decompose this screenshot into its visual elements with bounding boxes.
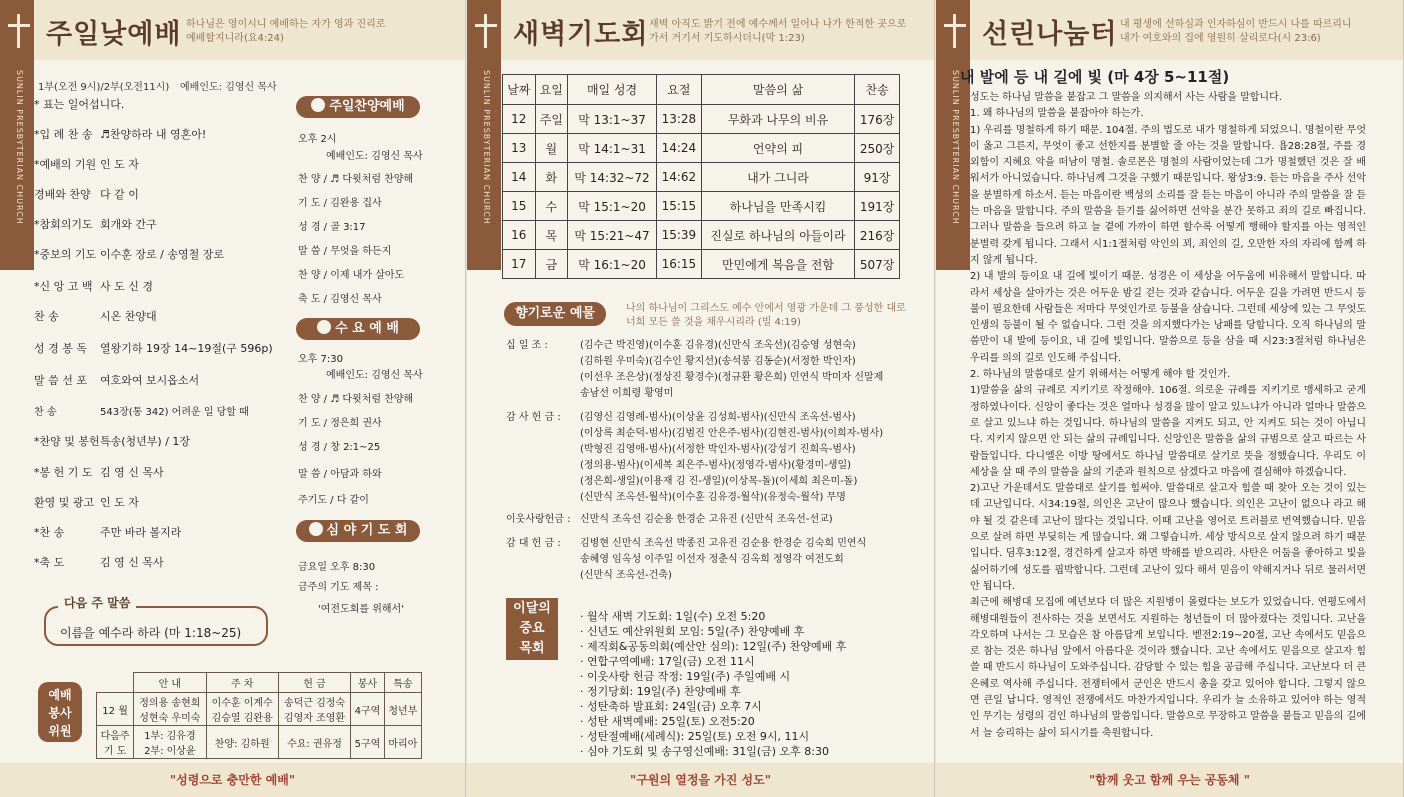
table-cell: 176장	[855, 105, 900, 134]
offering-names: 신만식 조옥선 김순용 한경순 고유진 (신만식 조옥선-선교)	[580, 514, 833, 525]
table-cell: 4구역	[351, 693, 385, 726]
offering-names: (이상록 최순덕-범사)(김범진 안은주-범사)(김현진-범사)(이희자-범사)	[580, 428, 884, 439]
table-cell: 막 13:1~37	[568, 105, 657, 134]
order-item-value: 인 도 자	[100, 158, 139, 171]
wednesday-tag	[296, 318, 420, 340]
wednesday-leader: 예배인도: 김영신 목사	[326, 370, 423, 381]
list-item: · 심야 기도회 및 송구영신예배: 31일(금) 오후 8:30	[580, 745, 829, 758]
table-cell: 정의용 송현희 성현숙 우미숙	[134, 693, 206, 726]
offering-names: (정은희-생일)(이용재 김 진-생일)(이상목-돌)(이세희 최은미-돌)	[580, 476, 858, 487]
order-item-value: ♬찬양하라 내 영혼아!	[100, 128, 207, 141]
order-item-value: 다 같 이	[100, 188, 139, 201]
order-item-label: *찬 송	[34, 526, 65, 539]
order-item-label: *중보의 기도	[34, 248, 97, 261]
order-item-value: 특송(청년부) / 1장	[100, 435, 191, 448]
order-item	[34, 186, 139, 202]
table-row-label: 12 월	[97, 693, 134, 726]
wednesday-title: 수 요 예 배	[335, 321, 399, 336]
order-item	[34, 278, 153, 294]
table-cell: 막 14:1~31	[568, 134, 657, 163]
order-item	[34, 433, 190, 449]
table-cell: 언약의 피	[701, 134, 854, 163]
service-leader: 예배인도: 김영신 목사	[180, 82, 277, 93]
order-item	[34, 246, 224, 262]
order-item-label: *축 도	[34, 556, 65, 569]
night-prayer-time: 금요일 오후 8:30	[298, 562, 376, 573]
table-cell: 막 15:1~20	[568, 192, 657, 221]
sunday-praise-item: 찬 양 / 이제 내가 살아도	[298, 270, 405, 281]
sunday-praise-leader: 예배인도: 김영신 목사	[326, 151, 423, 162]
order-item-value: 주만 바라 볼지라	[100, 526, 182, 539]
table-cell: 507장	[855, 250, 900, 279]
footer-motto: "함께 웃고 함께 우는 공동체 "	[936, 763, 1403, 797]
side-text: SUNLIN PRESBYTERIAN CHURCH	[482, 70, 491, 225]
article-title: 내 발에 등 내 길에 빛 (마 4장 5~11절)	[960, 68, 1230, 86]
order-item	[34, 494, 139, 510]
table-header: 특송	[384, 673, 421, 693]
list-item: · 이웃사랑 헌금 작정: 19일(주) 주일예배 시	[580, 670, 791, 683]
side-text: SUNLIN PRESBYTERIAN CHURCH	[951, 70, 960, 225]
table-cell: 15	[503, 192, 536, 221]
order-item-label: 성 경 봉 독	[34, 342, 87, 355]
list-item: · 제직회&공동의회(예산안 심의): 12일(주) 찬양예배 후	[580, 640, 847, 653]
next-sermon-value: 이름을 예수라 하라 (마 1:18~25)	[60, 626, 242, 640]
table-cell: 이수훈 이계수 김승열 김완용	[206, 693, 278, 726]
order-item-value: 이수훈 장로 / 송영철 장로	[100, 248, 224, 261]
dawn-prayer-table	[502, 74, 900, 279]
table-corner	[97, 673, 134, 693]
table-header: 날짜	[503, 75, 536, 105]
wednesday-item: 기 도 / 정은희 권사	[298, 418, 382, 429]
sunday-praise-tag	[296, 96, 420, 118]
order-item-value: 여호와여 보시옵소서	[100, 374, 200, 387]
table-header: 매일 성경	[568, 75, 657, 105]
volunteer-table	[96, 672, 422, 759]
table-cell: 250장	[855, 134, 900, 163]
offering-group-label: 십 일 조 :	[506, 340, 548, 351]
order-item	[34, 554, 164, 570]
list-item: · 신년도 예산위원회 모임: 5일(주) 찬양예배 후	[580, 625, 805, 638]
offering-names: (정의용-범사)(이세복 최은주-범사)(정영각-범사)(황경미-생일)	[580, 460, 852, 471]
sunday-worship-panel	[0, 0, 466, 797]
table-cell: 만민에게 복음을 전함	[701, 250, 854, 279]
table-header: 요일	[535, 75, 568, 105]
table-cell: 무화과 나무의 비유	[701, 105, 854, 134]
order-item	[34, 156, 139, 172]
table-cell: 하나님을 만족시킴	[701, 192, 854, 221]
offering-group-label: 감 대 헌 금 :	[506, 538, 561, 549]
table-row	[503, 105, 900, 134]
table-cell: 막 14:32~72	[568, 163, 657, 192]
table-cell: 12	[503, 105, 536, 134]
page-subtitle: 새벽 아직도 밝기 전에 예수께서 일어나 나가 한적한 곳으로 가서 거기서 기도하시더니(막 1:23)	[649, 19, 907, 44]
list-item: · 월삭 새벽 기도회: 1일(수) 오전 5:20	[580, 610, 766, 623]
table-row	[97, 693, 422, 726]
table-row	[503, 192, 900, 221]
wednesday-item: 말 씀 / 아담과 하와	[298, 469, 382, 480]
bullet-icon	[309, 522, 323, 536]
order-item-value: 김 영 신 목사	[100, 466, 164, 479]
table-cell: 17	[503, 250, 536, 279]
page-subtitle: 하나님은 영이시니 예배하는 자가 영과 진리로 예배할지니라(요4:24)	[186, 19, 386, 44]
offering-names: 송혜영 임옥성 이주일 이선자 정춘식 김옥희 정영각 여전도회	[580, 554, 844, 565]
table-header: 말씀의 삶	[701, 75, 854, 105]
table-row	[503, 163, 900, 192]
table-cell: 화	[535, 163, 568, 192]
bullet-icon	[311, 98, 325, 112]
offering-names: (이선우 조은상)(정상진 황경수)(정규환 황은희) 민연식 박미자 신말제	[580, 372, 884, 383]
order-item-value: 김 영 신 목사	[100, 556, 164, 569]
offering-names: (신만식 조옥선-건축)	[580, 570, 672, 581]
sunday-praise-title: 주일찬양예배	[329, 99, 405, 114]
stand-note: * 표는 일어섭니다.	[34, 98, 125, 111]
next-sermon-label: 다음 주 말씀	[58, 594, 136, 611]
table-cell: 마리아	[384, 726, 421, 759]
offering-group-label: 감 사 헌 금 :	[506, 412, 561, 423]
table-cell: 16:15	[656, 250, 701, 279]
table-cell: 막 16:1~20	[568, 250, 657, 279]
table-header: 주 차	[206, 673, 278, 693]
volunteer-tag: 예배 봉사 위원	[38, 682, 82, 742]
page-title: 새벽기도회	[513, 19, 649, 50]
order-item	[34, 340, 273, 356]
sunday-praise-item: 말 씀 / 무엇을 하든지	[298, 246, 392, 257]
offering-names: 송남선 이희령 황영미	[580, 388, 674, 399]
table-cell: 진실로 하나님의 아들이라	[701, 221, 854, 250]
page-title: 주일낮예배	[46, 19, 182, 50]
table-cell: 14:62	[656, 163, 701, 192]
order-item	[34, 464, 164, 480]
order-item-value: 열왕기하 19장 14~19절(구 596p)	[100, 342, 273, 355]
order-item-value: 시온 찬양대	[100, 310, 157, 323]
table-cell: 15:15	[656, 192, 701, 221]
table-cell: 금	[535, 250, 568, 279]
list-item: · 성탄축하 발표회: 24일(금) 오후 7시	[580, 700, 762, 713]
table-cell: 16	[503, 221, 536, 250]
table-cell: 찬양: 김하원	[206, 726, 278, 759]
cross-icon	[475, 14, 497, 48]
offering-verse: 나의 하나님이 그리스도 예수 안에서 영광 가운데 그 풍성한 대로 너희 모든 쓸 것을 채우시리라 (빌 4:19)	[626, 303, 906, 328]
month-tag: 이달의 중요 목회	[506, 598, 558, 660]
table-cell: 막 15:21~47	[568, 221, 657, 250]
order-item-label: *예배의 기원	[34, 158, 97, 171]
table-cell: 5구역	[351, 726, 385, 759]
offering-names: (박형진 김영애-범사)(서정한 박인자-범사)(강성기 진희옥-범사)	[580, 444, 856, 455]
night-prayer-title: 심 야 기 도 회	[326, 523, 408, 538]
table-cell: 1부: 김유경 2부: 이상윤	[134, 726, 206, 759]
page-subtitle: 내 평생에 선하심과 인자하심이 반드시 나를 따르리니 내가 여호와의 집에 영원히 살리로다(시 23:6)	[1120, 19, 1352, 44]
wednesday-item: 성 경 / 창 2:1~25	[298, 442, 381, 453]
offering-tag: 향기로운 예물	[504, 302, 606, 326]
table-row	[97, 726, 422, 759]
night-prayer-topic-label: 금주의 기도 제목 :	[298, 582, 379, 593]
sunday-praise-time: 오후 2시	[298, 134, 337, 145]
table-header-row	[503, 75, 900, 105]
table-cell: 14	[503, 163, 536, 192]
table-row	[503, 221, 900, 250]
table-cell: 수요: 권유정	[278, 726, 350, 759]
table-cell: 216장	[855, 221, 900, 250]
order-item-value: 543장(통 342) 어려운 일 당할 때	[100, 407, 249, 418]
offering-names: (김하원 우미숙)(김수인 황지선)(송석봉 김동순)(서정한 박인자)	[580, 356, 856, 367]
order-item-label: *참회의기도	[34, 218, 93, 231]
order-item-value: 인 도 자	[100, 496, 139, 509]
table-cell: 91장	[855, 163, 900, 192]
table-row	[503, 250, 900, 279]
sunday-praise-item: 성 경 / 골 3:17	[298, 222, 366, 233]
cross-icon	[944, 14, 966, 48]
sunday-praise-item: 기 도 / 김완용 집사	[298, 198, 382, 209]
cross-icon	[8, 14, 30, 48]
order-item-value: 사 도 신 경	[100, 280, 153, 293]
offering-names: (김영신 김영례-범사)(이상윤 김성희-범사)(신만식 조옥선-범사)	[580, 412, 856, 423]
list-item: · 성탄절예배(세례식): 25일(토) 오전 9시, 11시	[580, 730, 810, 743]
offering-group-label: 이웃사랑헌금 :	[506, 514, 571, 525]
order-item-label: 찬 송	[34, 310, 59, 323]
page-title: 선린나눔터	[982, 19, 1118, 50]
table-cell: 191장	[855, 192, 900, 221]
order-item-label: 경배와 찬양	[34, 188, 91, 201]
table-cell: 14:24	[656, 134, 701, 163]
night-prayer-tag	[296, 520, 420, 542]
offering-names: (김수근 박진영)(이수훈 김유경)(신만식 조옥선)(김승영 성현숙)	[580, 340, 856, 351]
service-time: 1부(오전 9시)/2부(오전11시)	[38, 82, 170, 93]
table-header: 요절	[656, 75, 701, 105]
order-item	[34, 126, 206, 142]
footer-motto: "성령으로 충만한 예배"	[0, 763, 465, 797]
list-item: · 연합구역예배: 17일(금) 오전 11시	[580, 655, 755, 668]
sunday-praise-item: 축 도 / 김영신 목사	[298, 294, 382, 305]
table-cell: 수	[535, 192, 568, 221]
side-bar	[936, 0, 970, 270]
sunday-praise-item: 찬 양 / ♬ 다윗처럼 찬양해	[298, 174, 414, 185]
offering-names: (신만식 조옥선-월삭)(이수훈 김유경-월삭)(유정숙-월삭) 무명	[580, 492, 846, 503]
table-cell: 13:28	[656, 105, 701, 134]
order-item-label: *찬양 및 봉헌	[34, 435, 100, 448]
order-item-label: *신 앙 고 백	[34, 280, 93, 293]
footer-motto: "구원의 열정을 가진 성도"	[467, 763, 934, 797]
list-item: · 정기당회: 19일(주) 찬양예배 후	[580, 685, 741, 698]
table-header: 찬송	[855, 75, 900, 105]
order-item	[34, 216, 157, 232]
table-cell: 송덕근 김정숙 김영자 조영환	[278, 693, 350, 726]
list-item: · 성탄 새벽예배: 25일(토) 오전5:20	[580, 715, 755, 728]
order-item-value: 회개와 간구	[100, 218, 157, 231]
offering-names: 김병현 신만식 조옥선 박종진 고유진 김순용 한경순 김숙희 민연식	[580, 538, 867, 549]
wednesday-item: 찬 양 / ♬ 다윗처럼 찬양해	[298, 394, 414, 405]
order-item	[34, 308, 157, 324]
table-header-row	[97, 673, 422, 693]
order-item	[34, 403, 249, 418]
table-cell: 월	[535, 134, 568, 163]
side-bar	[0, 0, 34, 270]
article-body: 성도는 하나님 말씀을 붙잡고 그 말씀을 의지해서 사는 사람을 말합니다. 1. 왜 하나님의 말씀을 붙잡아야 하는가. 1) 우리를 명철하게 하기 때문. 104절. 주의 법도로 내가 명철하게 되었으니. 명철이란 무엇이 옳고 그른지, 무엇이 좋고 선한지를 분별할 줄 아는 것을 말합니다. 욥28:28절, 주를 경외함이 지혜요 악을 떠남이 명철. 솔로몬은 명철의 사람이었는데 그가 명철했던 것은 잘 배워서가 아니었습니다. 하나님께 그것을 구했기 때문입니다. 왕상3:9. 듣는 마음을 주사 선악을 분별하게 하소서. 듣는 마음이란 백성의 소리를 잘 듣는 마음이 아니라 주의 말씀을 잘 듣는 마음을 말합니다. 주의 말씀을 듣기를 싫어하면 선악을 분간 못하고 죄의 길로 빠집니다. 그러나 말씀을 들으려 하고 늘 곁에 가까이 하면 할수록 어떻게 행해야 할지를 아는 영적인 분별력 갖게 됩니다. 그래서 시1:1절처럼 악인의 꾀, 죄인의 길, 오만한 자의 자리에 함께 하지 않게 됩니다. 2) 내 발의 등이요 내 길에 빛이기 때문. 성경은 이 세상을 어두움에 비유해서 말합니다. 따라서 세상을 살아가는 것은 어두운 밤길 걷는 것과 같습니다. 어두운 길을 가려면 반드시 등불이 필요한데 사람들은 저마다 무엇인가로 등불을 삼습니다. 그런데 세상에 있는 그 무엇도 인생의 등불이 될 수 없습니다. 그런 것을 의지했다가는 낭패를 당합니다. 오직 하나님의 말씀만이 내 발에 등이요, 내 길에 빛입니다. 말씀으로 등을 삼을 때 시23:3절처럼 하나님은 우리를 의의 길로 인도해 주십니다. 2. 하나님의 말씀대로 살기 위해서는 어떻게 해야 할 것인가. 1)말씀을 삶의 규례로 지키기로 작정해야. 106절. 의로운 규례를 지키기로 맹세하고 굳게 정하였나이다. 신앙이 좋다는 것은 얼마나 성경을 많이 알고 있느냐가 아니라 얼마나 말씀으로 살고 있느냐 하는 것입니다. 하나님의 말씀을 지켜도 되고, 안 지켜도 되는 것이 아닙니다. 지키지 않으면 안 되는 삶의 규례입니다. 신앙인은 말씀을 삶의 규범으로 살고 따르는 사람들입니다. 다니엘은 이방 땅에서도 하나님 말씀대로 살기로 뜻을 정했습니다. 우리도 이 세상을 살 때 주의 말씀을 삶의 기준과 원칙으로 삼겠다고 마음에 결심해야 하겠습니다. 2)고난 가운데서도 말씀대로 살기를 힘써야. 말씀대로 살고자 힘쓸 때 찾아 오는 것이 있는데 고난입니다. 시34:19절, 의인은 고난이 많으나 했습니다. 의인은 고난이 없으나 라고 해야 될 것 같은데 고난이 많다는 것입니다. 이때 고난을 영어로 트러블로 번역했습니다. 믿음으로 살려 하면 부딪히는 게 많습니다. 왜 그렇습니까. 세상 방식으로 살지 않으려 하기 때문입니다. 딤후3:12절, 경건하게 살고자 하면 박해를 받으리라. 사탄은 어둠을 좋아하고 빛을 싫어하기에 성도를 핍박합니다. 그런데 고난이 있다 해서 믿음이 약해지거나 뒤로 물러서면 안 됩니다. 최근에 해병대 모집에 예년보다 더 많은 지원병이 몰렸다는 보도가 있었습니다. 연평도에서 해병대원들이 전사하는 것을 보면서도 지원하는 청년들이 더 많아졌다는 것입니다. 고난을 각오하며 나서는 그 모습은 참 아름답게 보입니다. 벧전2:19~20절, 고난 속에서도 믿음으로 참는 것은 하나님 앞에서 아름다운 것이라 했습니다. 고난 속에서도 믿음으로 살고자 힘쓸 때 반드시 하나님이 도와주십니다. 감당할 수 있는 힘을 공급해 주십니다. 고난보다 더 큰 은혜로 역사해 주십니다. 전쟁터에서 군인은 반드시 총을 갖고 있어야 합니다. 그렇지 않으면 큰일 납니다. 영적인 전쟁에서도 마찬가지입니다. 우리가 늘 소유하고 있어야 하는 영적인 무기는 성령의 검인 하나님의 말씀입니다. 말씀으로 무장하고 말씀을 붙들고 믿음의 길에서 늘 승리하는 삶이 되시기를 축원합니다.	[970, 92, 1366, 739]
order-item-label: 환영 및 광고	[34, 496, 95, 509]
table-cell: 주일	[535, 105, 568, 134]
table-header: 안 내	[134, 673, 206, 693]
order-item-label: 찬 송	[34, 407, 57, 418]
table-cell: 청년부	[384, 693, 421, 726]
wednesday-time: 오후 7:30	[298, 354, 343, 365]
table-row	[503, 134, 900, 163]
bullet-icon	[317, 320, 331, 334]
night-prayer-topic: '여전도회를 위해서'	[318, 604, 404, 615]
wednesday-item: 주기도 / 다 같이	[298, 495, 369, 506]
table-row-label: 다음주 기 도	[97, 726, 134, 759]
table-cell: 내가 그니라	[701, 163, 854, 192]
order-item	[34, 524, 181, 540]
table-cell: 목	[535, 221, 568, 250]
table-cell: 15:39	[656, 221, 701, 250]
side-text: SUNLIN PRESBYTERIAN CHURCH	[15, 70, 24, 225]
table-header: 헌 금	[278, 673, 350, 693]
order-item	[34, 372, 199, 388]
order-item-label: 말 씀 선 포	[34, 374, 87, 387]
table-header: 봉사	[351, 673, 385, 693]
table-cell: 13	[503, 134, 536, 163]
order-item-label: *봉 헌 기 도	[34, 466, 93, 479]
side-bar	[467, 0, 501, 270]
order-item-label: *입 례 찬 송	[34, 128, 93, 141]
